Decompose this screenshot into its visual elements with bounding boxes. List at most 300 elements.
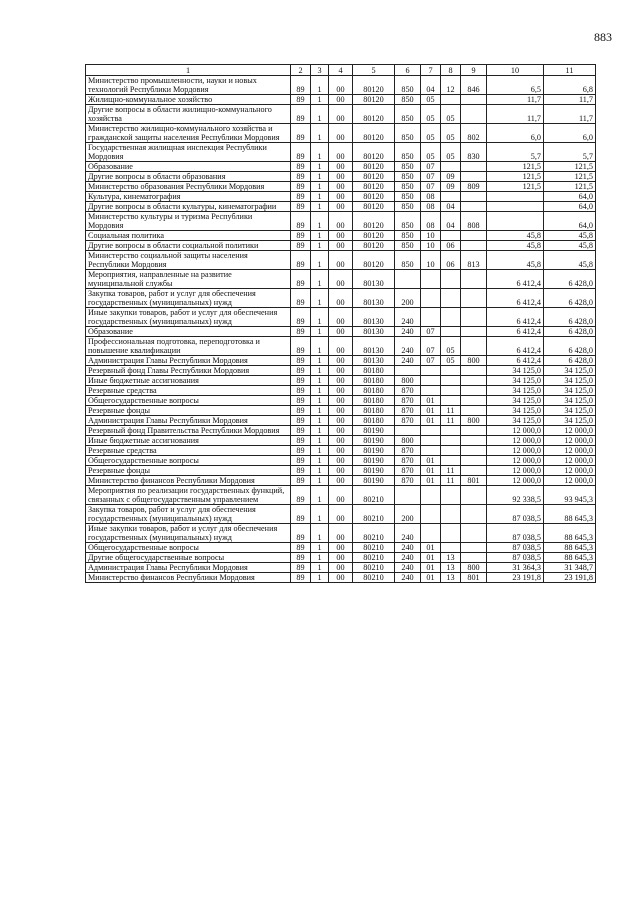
col-2: 89	[291, 192, 311, 202]
col-2: 89	[291, 436, 311, 446]
row-name: Резервные средства	[86, 446, 291, 456]
col-6: 800	[395, 376, 421, 386]
col-8	[441, 366, 461, 376]
col-6: 200	[395, 289, 421, 308]
col-9	[461, 426, 487, 436]
row-name: Иные закупки товаров, работ и услуг для обеспечения государственных (муниципальных) нужд	[86, 524, 291, 543]
col-4: 00	[329, 376, 353, 386]
col-9	[461, 241, 487, 251]
table-row	[86, 124, 596, 143]
amount-col-10: 11,7	[487, 105, 544, 124]
col-9	[461, 162, 487, 172]
row-name: Общегосударственные вопросы	[86, 396, 291, 406]
row-name: Министерство культуры и туризма Республики Мордовия	[86, 212, 291, 231]
col-9	[461, 386, 487, 396]
col-3: 1	[311, 366, 329, 376]
col-7	[421, 486, 441, 505]
col-5: 80180	[353, 376, 395, 386]
col-8: 13	[441, 573, 461, 583]
col-6: 240	[395, 543, 421, 553]
row-name: Закупка товаров, работ и услуг для обеспечения государственных (муниципальных) нужд	[86, 289, 291, 308]
page-number: 883	[594, 30, 612, 44]
amount-col-10: 87 038,5	[487, 553, 544, 563]
col-9	[461, 543, 487, 553]
amount-col-10: 12 000,0	[487, 426, 544, 436]
amount-col-10: 12 000,0	[487, 446, 544, 456]
col-3: 1	[311, 231, 329, 241]
col-4: 00	[329, 270, 353, 289]
col-3: 1	[311, 162, 329, 172]
row-name: Резервные средства	[86, 386, 291, 396]
amount-col-10: 12 000,0	[487, 456, 544, 466]
col-9	[461, 327, 487, 337]
col-2: 89	[291, 356, 311, 366]
column-header-11: 11	[544, 65, 596, 76]
amount-col-10: 5,7	[487, 143, 544, 162]
col-7: 08	[421, 202, 441, 212]
col-8: 06	[441, 251, 461, 270]
col-9	[461, 553, 487, 563]
table-row	[86, 143, 596, 162]
col-7: 08	[421, 192, 441, 202]
table-row	[86, 202, 596, 212]
col-4: 00	[329, 76, 353, 95]
col-7: 07	[421, 356, 441, 366]
col-4: 00	[329, 486, 353, 505]
row-name: Министерство жилищно-коммунального хозяйства и гражданской защиты населения Республики Мордовия	[86, 124, 291, 143]
col-9	[461, 366, 487, 376]
col-2: 89	[291, 95, 311, 105]
col-4: 00	[329, 524, 353, 543]
col-3: 1	[311, 76, 329, 95]
col-7: 01	[421, 456, 441, 466]
amount-col-10: 121,5	[487, 172, 544, 182]
col-2: 89	[291, 270, 311, 289]
col-5: 80130	[353, 270, 395, 289]
row-name: Иные закупки товаров, работ и услуг для обеспечения государственных (муниципальных) нужд	[86, 308, 291, 327]
table-row	[86, 573, 596, 583]
col-4: 00	[329, 105, 353, 124]
col-7	[421, 446, 441, 456]
col-7: 01	[421, 563, 441, 573]
col-6	[395, 486, 421, 505]
col-7	[421, 436, 441, 446]
col-6: 240	[395, 573, 421, 583]
amount-col-11: 6 428,0	[544, 337, 596, 356]
col-4: 00	[329, 366, 353, 376]
col-8: 12	[441, 76, 461, 95]
col-6: 850	[395, 143, 421, 162]
amount-col-10: 34 125,0	[487, 416, 544, 426]
col-2: 89	[291, 466, 311, 476]
col-9: 846	[461, 76, 487, 95]
col-7: 07	[421, 327, 441, 337]
column-header-5: 5	[353, 65, 395, 76]
col-4: 00	[329, 406, 353, 416]
col-8	[441, 446, 461, 456]
col-8	[441, 505, 461, 524]
table-row	[86, 76, 596, 95]
col-2: 89	[291, 446, 311, 456]
amount-col-11: 45,8	[544, 231, 596, 241]
col-3: 1	[311, 105, 329, 124]
amount-col-10: 34 125,0	[487, 406, 544, 416]
col-4: 00	[329, 172, 353, 182]
col-7	[421, 270, 441, 289]
col-5: 80190	[353, 466, 395, 476]
col-5: 80210	[353, 505, 395, 524]
amount-col-11: 64,0	[544, 192, 596, 202]
column-header-1: 1	[86, 65, 291, 76]
col-2: 89	[291, 524, 311, 543]
amount-col-10	[487, 212, 544, 231]
row-name: Образование	[86, 162, 291, 172]
col-4: 00	[329, 553, 353, 563]
col-7	[421, 386, 441, 396]
amount-col-10: 45,8	[487, 241, 544, 251]
table-row	[86, 396, 596, 406]
col-2: 89	[291, 366, 311, 376]
amount-col-10: 34 125,0	[487, 386, 544, 396]
amount-col-10: 45,8	[487, 251, 544, 270]
col-4: 00	[329, 543, 353, 553]
amount-col-11: 12 000,0	[544, 456, 596, 466]
table-row	[86, 563, 596, 573]
col-2: 89	[291, 505, 311, 524]
amount-col-11: 6 428,0	[544, 289, 596, 308]
column-header-4: 4	[329, 65, 353, 76]
col-4: 00	[329, 182, 353, 192]
col-7: 05	[421, 143, 441, 162]
col-5: 80180	[353, 396, 395, 406]
col-9: 809	[461, 182, 487, 192]
amount-col-10: 6 412,4	[487, 308, 544, 327]
col-6: 870	[395, 386, 421, 396]
row-name: Администрация Главы Республики Мордовия	[86, 356, 291, 366]
col-6: 200	[395, 505, 421, 524]
row-name: Другие общегосударственные вопросы	[86, 553, 291, 563]
col-7	[421, 376, 441, 386]
amount-col-10: 6,5	[487, 76, 544, 95]
table-header	[86, 65, 596, 76]
col-8	[441, 308, 461, 327]
col-4: 00	[329, 95, 353, 105]
col-8	[441, 456, 461, 466]
row-name: Администрация Главы Республики Мордовия	[86, 416, 291, 426]
row-name: Общегосударственные вопросы	[86, 543, 291, 553]
col-4: 00	[329, 563, 353, 573]
table-row	[86, 366, 596, 376]
table-row	[86, 162, 596, 172]
col-6: 870	[395, 396, 421, 406]
col-7: 10	[421, 241, 441, 251]
col-5: 80130	[353, 289, 395, 308]
col-9: 800	[461, 416, 487, 426]
budget-table	[85, 64, 596, 583]
amount-col-11: 11,7	[544, 105, 596, 124]
col-9	[461, 505, 487, 524]
col-6	[395, 270, 421, 289]
col-3: 1	[311, 182, 329, 192]
col-8	[441, 396, 461, 406]
amount-col-11: 121,5	[544, 172, 596, 182]
col-9	[461, 436, 487, 446]
col-7	[421, 308, 441, 327]
col-4: 00	[329, 573, 353, 583]
amount-col-10: 23 191,8	[487, 573, 544, 583]
col-2: 89	[291, 212, 311, 231]
col-3: 1	[311, 456, 329, 466]
row-name: Мероприятия по реализации государственных функций, связанных с общегосударственным управлением	[86, 486, 291, 505]
col-5: 80180	[353, 386, 395, 396]
col-3: 1	[311, 505, 329, 524]
table-row	[86, 327, 596, 337]
amount-col-10: 31 364,3	[487, 563, 544, 573]
table-row	[86, 251, 596, 270]
col-3: 1	[311, 426, 329, 436]
col-4: 00	[329, 476, 353, 486]
col-3: 1	[311, 406, 329, 416]
table-row	[86, 356, 596, 366]
col-3: 1	[311, 289, 329, 308]
amount-col-11: 34 125,0	[544, 386, 596, 396]
col-2: 89	[291, 416, 311, 426]
amount-col-11: 6,8	[544, 76, 596, 95]
col-2: 89	[291, 376, 311, 386]
col-6: 850	[395, 95, 421, 105]
col-4: 00	[329, 505, 353, 524]
col-2: 89	[291, 337, 311, 356]
col-3: 1	[311, 172, 329, 182]
col-9	[461, 105, 487, 124]
col-9	[461, 231, 487, 241]
col-6	[395, 366, 421, 376]
col-9: 800	[461, 356, 487, 366]
col-9	[461, 337, 487, 356]
col-3: 1	[311, 202, 329, 212]
col-8	[441, 543, 461, 553]
col-4: 00	[329, 436, 353, 446]
col-2: 89	[291, 241, 311, 251]
col-8	[441, 231, 461, 241]
column-header-9: 9	[461, 65, 487, 76]
amount-col-11: 64,0	[544, 202, 596, 212]
col-8	[441, 376, 461, 386]
col-3: 1	[311, 124, 329, 143]
row-name: Другие вопросы в области культуры, кинематографии	[86, 202, 291, 212]
table-row	[86, 308, 596, 327]
col-2: 89	[291, 172, 311, 182]
col-6: 800	[395, 436, 421, 446]
col-8: 09	[441, 172, 461, 182]
col-6: 240	[395, 563, 421, 573]
amount-col-10: 11,7	[487, 95, 544, 105]
col-6: 850	[395, 251, 421, 270]
col-4: 00	[329, 337, 353, 356]
col-8	[441, 524, 461, 543]
col-4: 00	[329, 466, 353, 476]
amount-col-11: 6 428,0	[544, 270, 596, 289]
col-6: 870	[395, 456, 421, 466]
table-row	[86, 386, 596, 396]
col-5: 80190	[353, 476, 395, 486]
col-7: 04	[421, 76, 441, 95]
amount-col-10: 87 038,5	[487, 524, 544, 543]
col-2: 89	[291, 327, 311, 337]
col-8: 06	[441, 241, 461, 251]
amount-col-11: 121,5	[544, 182, 596, 192]
amount-col-10: 45,8	[487, 231, 544, 241]
col-9: 802	[461, 124, 487, 143]
col-4: 00	[329, 143, 353, 162]
col-9	[461, 172, 487, 182]
col-6: 850	[395, 182, 421, 192]
table-row	[86, 416, 596, 426]
col-8: 11	[441, 416, 461, 426]
col-8	[441, 270, 461, 289]
row-name: Социальная политика	[86, 231, 291, 241]
col-9	[461, 456, 487, 466]
row-name: Министерство социальной защиты населения Республики Мордовия	[86, 251, 291, 270]
table-row	[86, 505, 596, 524]
col-3: 1	[311, 95, 329, 105]
table-row	[86, 486, 596, 505]
col-8	[441, 162, 461, 172]
row-name: Иные бюджетные ассигнования	[86, 436, 291, 446]
col-3: 1	[311, 337, 329, 356]
amount-col-11: 34 125,0	[544, 416, 596, 426]
col-2: 89	[291, 251, 311, 270]
col-3: 1	[311, 416, 329, 426]
col-2: 89	[291, 143, 311, 162]
row-name: Жилищно-коммунальное хозяйство	[86, 95, 291, 105]
col-3: 1	[311, 436, 329, 446]
col-5: 80190	[353, 436, 395, 446]
amount-col-10: 6 412,4	[487, 327, 544, 337]
col-7: 01	[421, 573, 441, 583]
col-2: 89	[291, 563, 311, 573]
table-row	[86, 212, 596, 231]
col-6: 240	[395, 356, 421, 366]
column-header-6: 6	[395, 65, 421, 76]
col-6: 850	[395, 241, 421, 251]
col-2: 89	[291, 162, 311, 172]
col-9: 830	[461, 143, 487, 162]
col-9: 800	[461, 563, 487, 573]
amount-col-11: 34 125,0	[544, 396, 596, 406]
col-5: 80120	[353, 95, 395, 105]
col-3: 1	[311, 446, 329, 456]
col-8	[441, 192, 461, 202]
col-2: 89	[291, 76, 311, 95]
amount-col-10: 87 038,5	[487, 505, 544, 524]
col-4: 00	[329, 162, 353, 172]
col-6: 850	[395, 124, 421, 143]
col-6: 850	[395, 105, 421, 124]
row-name: Общегосударственные вопросы	[86, 456, 291, 466]
col-6: 240	[395, 327, 421, 337]
table-row	[86, 192, 596, 202]
col-8	[441, 486, 461, 505]
col-3: 1	[311, 327, 329, 337]
col-7: 07	[421, 162, 441, 172]
col-4: 00	[329, 212, 353, 231]
col-5: 80210	[353, 553, 395, 563]
col-6: 850	[395, 212, 421, 231]
col-8: 05	[441, 105, 461, 124]
col-5: 80120	[353, 241, 395, 251]
col-8	[441, 327, 461, 337]
col-7: 07	[421, 172, 441, 182]
amount-col-11: 6,0	[544, 124, 596, 143]
col-3: 1	[311, 486, 329, 505]
amount-col-11: 12 000,0	[544, 476, 596, 486]
col-2: 89	[291, 124, 311, 143]
col-9	[461, 486, 487, 505]
col-4: 00	[329, 241, 353, 251]
col-7	[421, 289, 441, 308]
col-6: 870	[395, 466, 421, 476]
amount-col-11: 88 645,3	[544, 524, 596, 543]
col-5: 80180	[353, 366, 395, 376]
row-name: Государственная жилищная инспекция Республики Мордовия	[86, 143, 291, 162]
amount-col-11: 12 000,0	[544, 466, 596, 476]
table-row	[86, 231, 596, 241]
amount-col-10: 6 412,4	[487, 270, 544, 289]
col-7: 01	[421, 406, 441, 416]
col-6: 850	[395, 76, 421, 95]
row-name: Резервный фонд Главы Республики Мордовия	[86, 366, 291, 376]
amount-col-10: 6 412,4	[487, 289, 544, 308]
col-7: 01	[421, 476, 441, 486]
col-9: 801	[461, 476, 487, 486]
amount-col-11: 5,7	[544, 143, 596, 162]
col-7	[421, 426, 441, 436]
col-6: 870	[395, 406, 421, 416]
amount-col-11: 34 125,0	[544, 406, 596, 416]
table-row	[86, 406, 596, 416]
col-4: 00	[329, 124, 353, 143]
col-3: 1	[311, 466, 329, 476]
col-5: 80130	[353, 308, 395, 327]
amount-col-11: 45,8	[544, 251, 596, 270]
amount-col-11: 31 348,7	[544, 563, 596, 573]
col-4: 00	[329, 386, 353, 396]
col-9	[461, 396, 487, 406]
table-row	[86, 543, 596, 553]
col-5: 80130	[353, 327, 395, 337]
col-7: 10	[421, 231, 441, 241]
col-3: 1	[311, 192, 329, 202]
amount-col-11: 88 645,3	[544, 505, 596, 524]
col-2: 89	[291, 182, 311, 192]
col-6: 240	[395, 337, 421, 356]
col-5: 80120	[353, 105, 395, 124]
col-9	[461, 95, 487, 105]
col-5: 80130	[353, 337, 395, 356]
col-5: 80210	[353, 573, 395, 583]
amount-col-11: 88 645,3	[544, 553, 596, 563]
col-3: 1	[311, 212, 329, 231]
col-2: 89	[291, 406, 311, 416]
amount-col-11: 34 125,0	[544, 366, 596, 376]
col-9	[461, 466, 487, 476]
col-8	[441, 436, 461, 446]
col-5: 80120	[353, 182, 395, 192]
table-row	[86, 105, 596, 124]
col-8: 11	[441, 476, 461, 486]
amount-col-11: 23 191,8	[544, 573, 596, 583]
